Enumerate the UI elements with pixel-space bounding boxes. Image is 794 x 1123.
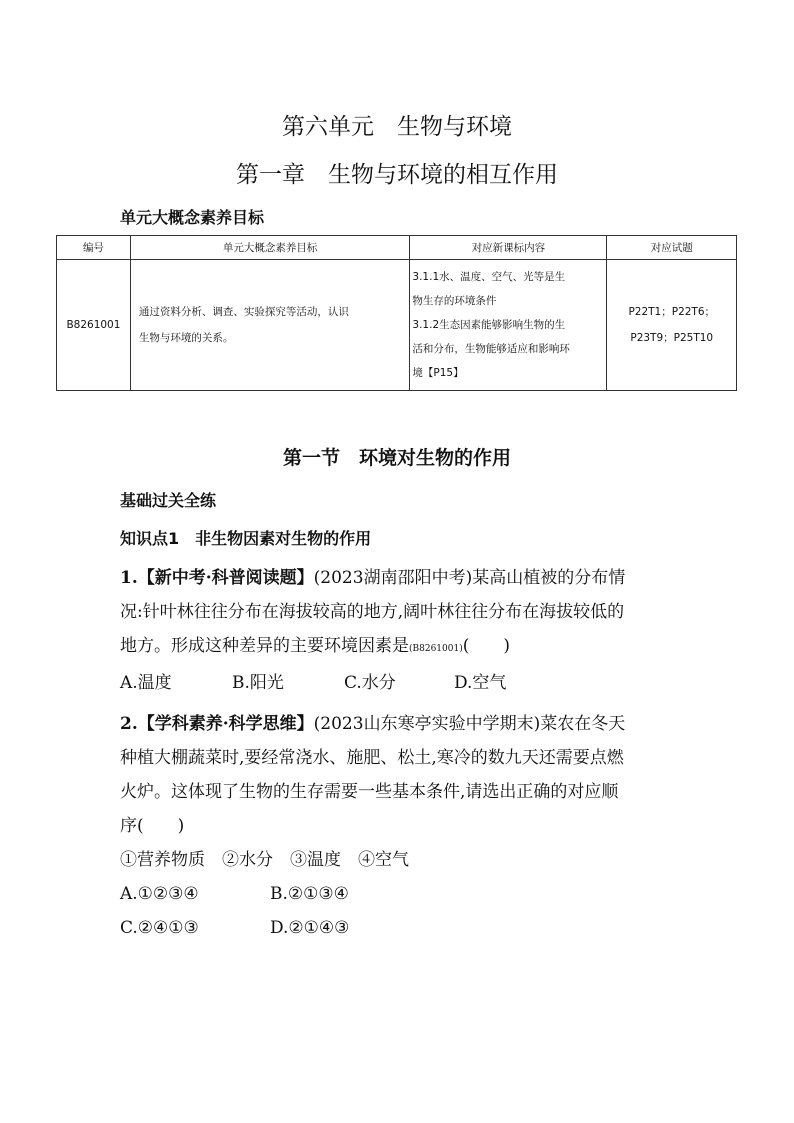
header-goal: 单元大概念素养目标 [130, 236, 410, 260]
practice-title: 基础过关全练 [120, 491, 217, 510]
header-content: 对应新课标内容 [410, 236, 607, 260]
q2-line4: 序( ) [120, 816, 185, 836]
q1-options [120, 666, 680, 700]
content-line: 活和分布，生物能够适应和影响环 [412, 343, 570, 355]
q2-option-d: D.②①④③ [270, 918, 350, 938]
q1-option-c: C.水分 [344, 673, 396, 693]
unit-title: 第六单元 生物与环境 [282, 114, 512, 140]
header-id: 编号 [57, 236, 131, 260]
table-row [57, 260, 737, 391]
tests-line: P23T9；P25T10 [630, 332, 714, 344]
goal-line: 通过资料分析、调查、实验探究等活动，认识 [138, 306, 349, 318]
q2-options-row2 [120, 911, 680, 945]
chapter-title: 第一章 生物与环境的相互作用 [236, 162, 558, 188]
goal-line: 生物与环境的关系。 [138, 332, 234, 344]
q1-option-d: D.空气 [454, 673, 507, 693]
content-line: 3.1.2生态因素能够影响生物的生 [412, 319, 566, 331]
q2-line1 [120, 707, 680, 741]
header-tests: 对应试题 [607, 236, 737, 260]
q2-options-row1 [120, 877, 680, 911]
content-line: 物生存的环境条件 [412, 295, 497, 307]
q1-line1-text: (2023湖南邵阳中考)某高山植被的分布情 [313, 568, 626, 588]
q2-line2: 种植大棚蔬菜时,要经常浇水、施肥、松土,寒冷的数九天还需要点燃 [120, 748, 624, 768]
knowledge-point: 知识点1 非生物因素对生物的作用 [120, 529, 372, 548]
q2-line1-text: (2023山东寒亭实验中学期末)菜农在冬天 [313, 714, 626, 734]
goals-table [56, 235, 737, 391]
q2-line3: 火炉。这体现了生物的生存需要一些基本条件,请选出正确的对应顺 [120, 782, 619, 802]
tests-line: P22T1；P22T6； [628, 306, 716, 318]
goals-title: 单元大概念素养目标 [120, 208, 265, 227]
q1-option-a: A.温度 [120, 673, 172, 693]
q1-answer-blank: ( ) [462, 636, 510, 656]
cell-id: B8261001 [57, 260, 131, 391]
content-line: 境【P15】 [412, 367, 464, 379]
q1-line3-text: 地方。形成这种差异的主要环境因素是 [120, 636, 409, 656]
table-header-row [57, 236, 737, 260]
q1-option-b: B.阳光 [232, 673, 284, 693]
cell-content [410, 260, 607, 391]
cell-tests [607, 260, 737, 391]
section-title: 第一节 环境对生物的作用 [282, 447, 511, 469]
question-2 [120, 707, 680, 945]
q1-line1 [120, 561, 680, 595]
content-line: 3.1.1水、温度、空气、光等是生 [412, 271, 566, 283]
q1-tag: 1.【新中考·科普阅读题】 [120, 568, 314, 588]
q1-line3 [120, 629, 680, 666]
q2-option-b: B.②①③④ [270, 884, 349, 904]
question-1 [120, 561, 680, 700]
q1-line2: 况:针叶林往往分布在海拔较高的地方,阔叶林往往分布在海拔较低的 [120, 602, 625, 622]
q1-code: (B8261001) [409, 644, 463, 654]
q2-option-c: C.②④①③ [120, 918, 199, 938]
cell-goal [130, 260, 410, 391]
q2-tag: 2.【学科素养·科学思维】 [120, 714, 314, 734]
q2-items: ①营养物质 ②水分 ③温度 ④空气 [120, 850, 409, 870]
q2-option-a: A.①②③④ [120, 884, 199, 904]
